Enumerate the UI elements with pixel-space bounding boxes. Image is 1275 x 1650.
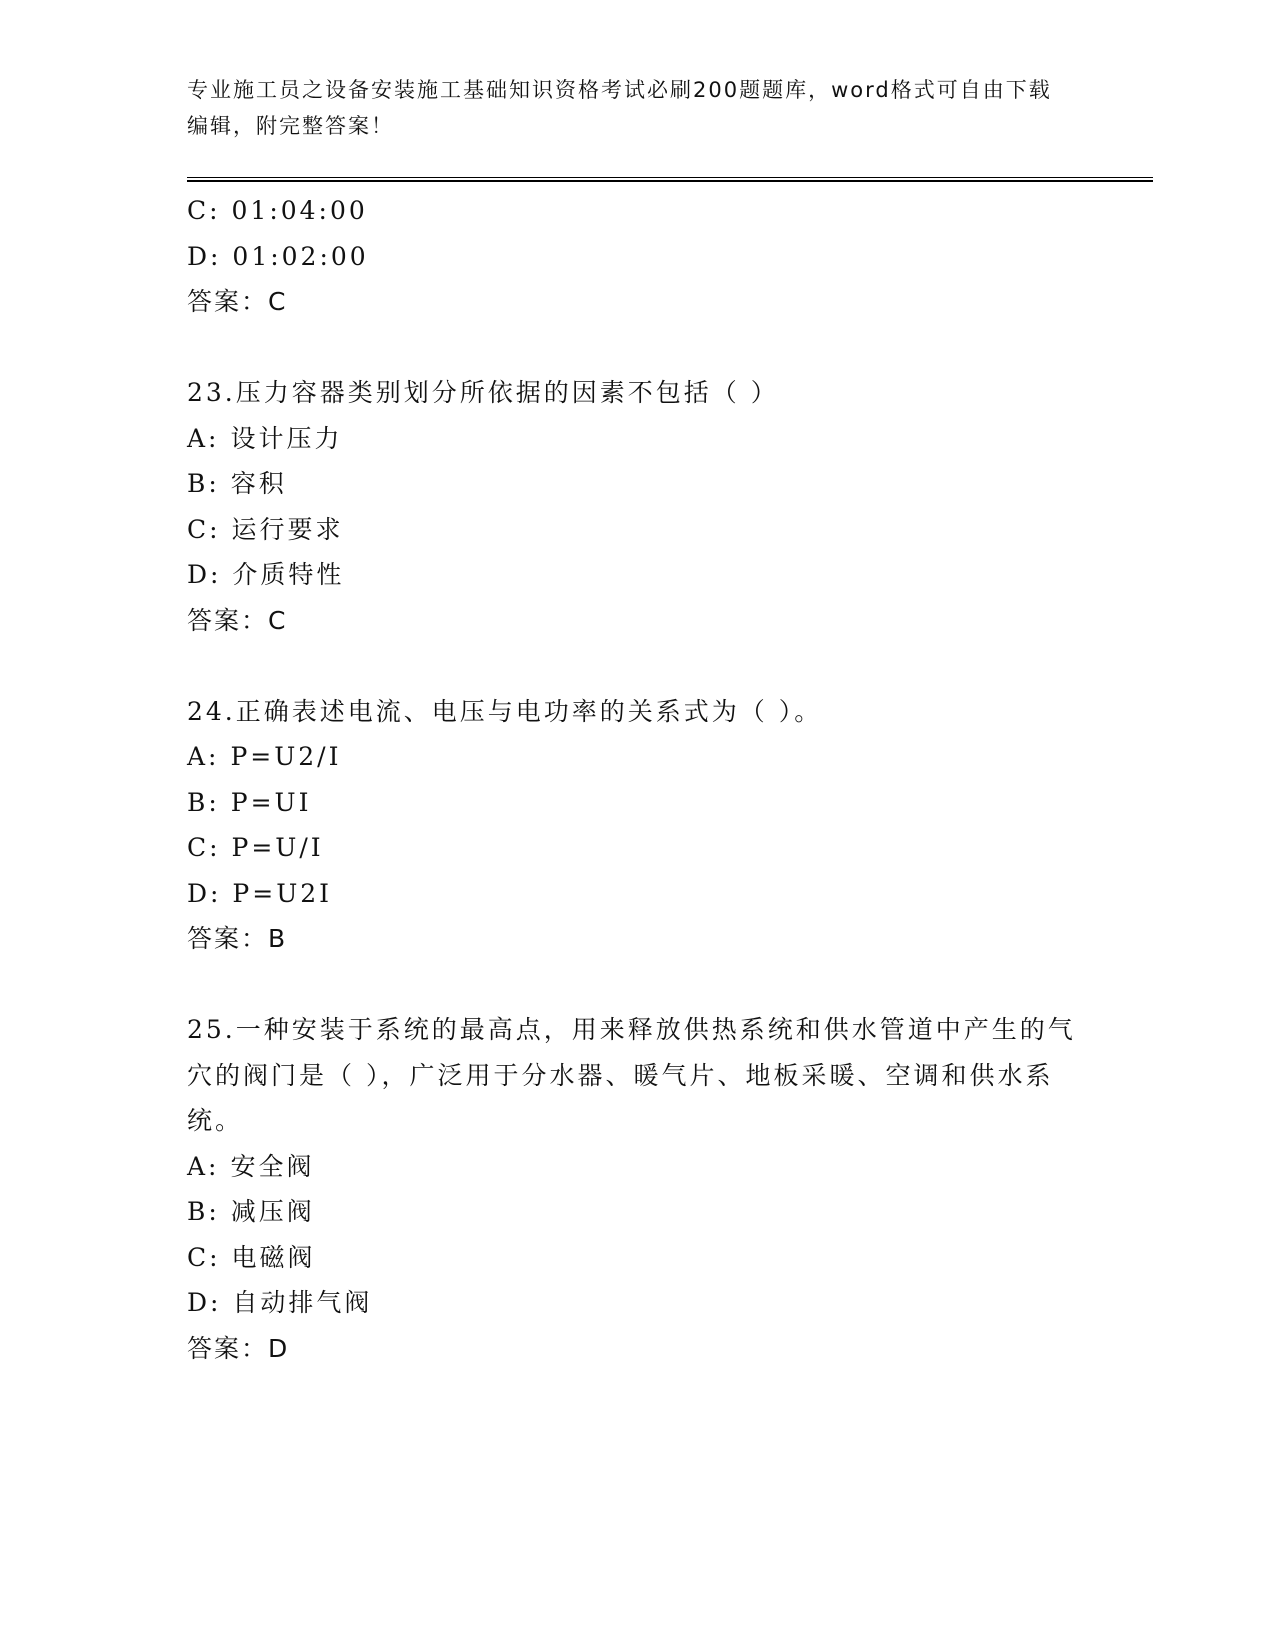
option-a: A: P=U2/I (187, 742, 342, 771)
option-b: B: 减压阀 (187, 1197, 315, 1226)
answer-line: 答案：B (187, 924, 288, 953)
option-d: D: 自动排气阀 (187, 1288, 373, 1317)
answer-line: 答案：C (187, 287, 288, 316)
question-24 (187, 689, 1087, 962)
option-c: C: 电磁阀 (187, 1242, 316, 1272)
header-divider (187, 177, 1153, 182)
answer-line: 答案：D (187, 1333, 290, 1363)
option-d: D: P=U2I (187, 878, 333, 908)
option-c: C: P=U/I (187, 833, 324, 862)
question-22-tail (187, 188, 1087, 325)
question-list (187, 188, 1087, 1371)
question-stem: 24.正确表述电流、电压与电功率的关系式为（ ）。 (187, 696, 823, 726)
option-d: D: 介质特性 (187, 560, 345, 589)
question-stem: 23.压力容器类别划分所依据的因素不包括（ ） (187, 378, 779, 407)
option-a: A: 安全阀 (187, 1151, 315, 1181)
option-b: B: P=UI (187, 787, 312, 817)
question-23 (187, 370, 1087, 643)
answer-line: 答案：C (187, 605, 288, 635)
option-d: D: 01:02:00 (187, 241, 369, 271)
option-b: B: 容积 (187, 469, 287, 498)
option-a: A: 设计压力 (187, 423, 343, 453)
option-c: C: 运行要求 (187, 514, 344, 544)
document-header (187, 72, 1067, 144)
option-c: C: 01:04:00 (187, 196, 368, 225)
document-title: 专业施工员之设备安装施工基础知识资格考试必刷200题题库，word格式可自由下载编辑，附完整答案！ (187, 78, 1052, 138)
question-25 (187, 1007, 1087, 1371)
question-stem: 25.一种安装于系统的最高点，用来释放供热系统和供水管道中产生的气穴的阀门是（ ），广泛用于分水器、暖气片、地板采暖、空调和供水系统。 (187, 1015, 1076, 1135)
